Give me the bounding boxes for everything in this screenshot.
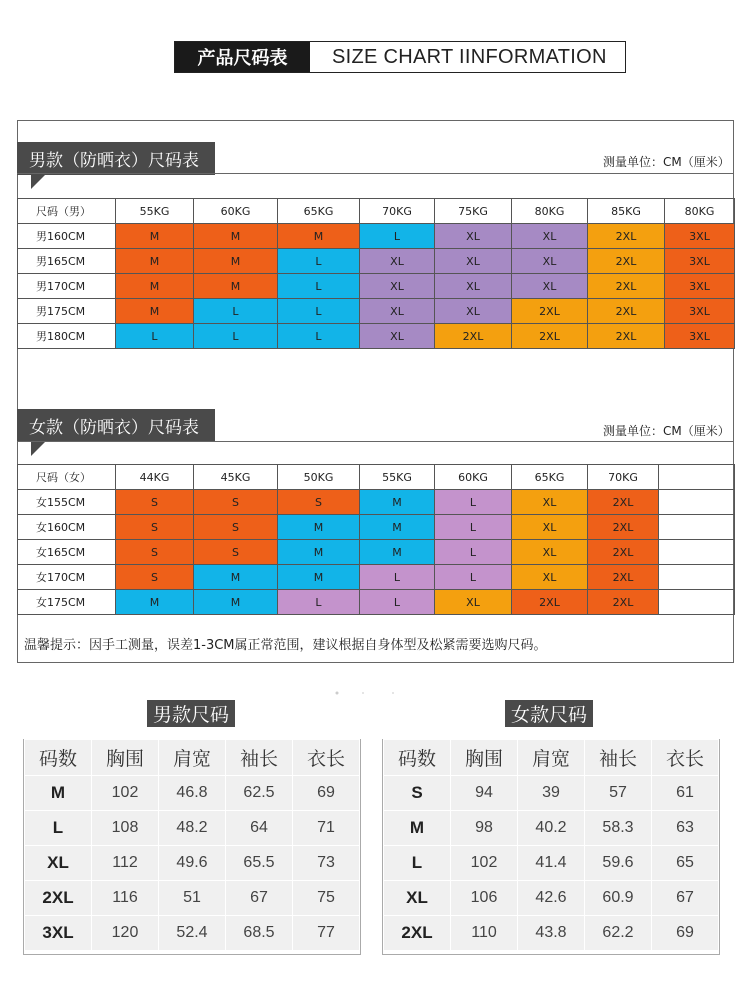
size-code: 2XL [384,916,451,951]
size-cell: XL [512,249,588,274]
size-cell: M [194,274,278,299]
women-title-line [17,441,734,442]
measurement-value: 41.4 [518,846,585,881]
size-cell: 3XL [665,299,735,324]
height-label: 女155CM [18,490,116,515]
size-cell: M [194,224,278,249]
size-cell: S [116,490,194,515]
height-label: 男160CM [18,224,116,249]
size-cell: 2XL [588,224,665,249]
height-label: 男165CM [18,249,116,274]
measurement-value: 49.6 [159,846,226,881]
grid-row [18,540,735,565]
height-label: 女175CM [18,590,116,615]
size-cell: M [116,299,194,324]
size-cell: M [360,515,435,540]
size-table-header: 码数 [25,740,92,776]
women-size-grid [17,464,735,615]
size-cell: S [116,540,194,565]
size-cell: 2XL [588,590,659,615]
measurement-value: 98 [451,811,518,846]
table-row [25,846,360,881]
size-code: L [25,811,92,846]
size-cell: L [360,590,435,615]
size-cell: 2XL [512,324,588,349]
measurement-value: 63 [652,811,719,846]
measurement-value: 51 [159,881,226,916]
weight-header: 55KG [360,465,435,490]
weight-header: 45KG [194,465,278,490]
measurement-value: 62.5 [226,776,293,811]
size-table-header: 胸围 [451,740,518,776]
weight-header: 80KG [512,199,588,224]
size-table-header: 袖长 [585,740,652,776]
measurement-value: 116 [92,881,159,916]
measurement-value: 94 [451,776,518,811]
empty-cell [659,565,735,590]
size-cell: 2XL [588,540,659,565]
weight-header: 65KG [278,199,360,224]
size-cell: M [278,515,360,540]
size-cell: M [194,249,278,274]
grid-row [18,490,735,515]
weight-header: 85KG [588,199,665,224]
grid-row [18,590,735,615]
measurement-value: 57 [585,776,652,811]
women-title-notch [31,442,45,456]
measurement-value: 108 [92,811,159,846]
measurement-value: 110 [451,916,518,951]
size-cell: L [360,565,435,590]
measurement-value: 71 [293,811,360,846]
size-table-header: 衣长 [293,740,360,776]
empty-cell [659,540,735,565]
measurement-value: 43.8 [518,916,585,951]
measurement-value: 39 [518,776,585,811]
measurement-value: 67 [226,881,293,916]
size-cell: S [194,490,278,515]
size-cell: L [194,299,278,324]
men-size-grid [17,198,735,349]
women-unit-label: 测量单位：CM（厘米） [603,424,730,438]
size-cell: XL [512,515,588,540]
height-label: 男180CM [18,324,116,349]
men-sizes-title: 男款尺码 [147,700,235,727]
size-code: 2XL [25,881,92,916]
grid-row [18,299,735,324]
weight-header: 70KG [360,199,435,224]
measurement-value: 112 [92,846,159,881]
measurement-value: 46.8 [159,776,226,811]
size-cell: M [194,565,278,590]
table-row [25,811,360,846]
size-table-header: 衣长 [652,740,719,776]
women-sizes-table [383,739,719,951]
size-cell: S [194,540,278,565]
measurement-value: 73 [293,846,360,881]
weight-header: 80KG [665,199,735,224]
size-code: M [384,811,451,846]
size-code: 3XL [25,916,92,951]
size-cell: 2XL [512,299,588,324]
size-table-header: 肩宽 [518,740,585,776]
women-sizes-title: 女款尺码 [505,700,593,727]
size-cell: M [278,540,360,565]
measurement-value: 102 [92,776,159,811]
table-row [384,881,719,916]
grid-row [18,324,735,349]
empty-cell [659,490,735,515]
height-label: 男175CM [18,299,116,324]
weight-header: 55KG [116,199,194,224]
size-cell: M [194,590,278,615]
size-cell: S [116,565,194,590]
decorative-dots [333,690,403,696]
size-cell: XL [435,299,512,324]
grid-row [18,515,735,540]
size-cell: S [278,490,360,515]
men-sizes-table [24,739,360,951]
weight-header: 65KG [512,465,588,490]
size-cell: XL [512,540,588,565]
measurement-value: 69 [652,916,719,951]
grid-row [18,565,735,590]
size-cell: M [360,540,435,565]
weight-header: 60KG [194,199,278,224]
measurement-value: 65.5 [226,846,293,881]
measurement-value: 67 [652,881,719,916]
size-cell: 2XL [588,515,659,540]
men-section-title: 男款（防晒衣）尺码表 [17,142,215,175]
height-label: 男170CM [18,274,116,299]
weight-header: 75KG [435,199,512,224]
grid-row [18,249,735,274]
measurement-value: 61 [652,776,719,811]
weight-header: 50KG [278,465,360,490]
size-code: XL [384,881,451,916]
size-table-header: 袖长 [226,740,293,776]
size-cell: M [116,274,194,299]
measurement-value: 42.6 [518,881,585,916]
size-cell: M [116,224,194,249]
size-cell: L [278,249,360,274]
size-cell: XL [512,274,588,299]
size-code: S [384,776,451,811]
size-cell: 2XL [588,249,665,274]
size-cell: M [116,590,194,615]
men-unit-label: 测量单位：CM（厘米） [603,155,730,169]
size-cell: XL [360,249,435,274]
size-cell: 2XL [588,565,659,590]
size-cell: L [435,490,512,515]
empty-cell [659,590,735,615]
header-title-en: SIZE CHART IINFORMATION [332,45,607,68]
size-cell: 3XL [665,274,735,299]
women-section-title: 女款（防晒衣）尺码表 [17,409,215,442]
size-cell: 2XL [588,274,665,299]
page-header [174,41,626,73]
grid-corner-label: 尺码（女） [18,465,116,490]
height-label: 女165CM [18,540,116,565]
size-cell: M [278,565,360,590]
size-cell: L [116,324,194,349]
size-cell: XL [512,224,588,249]
size-cell: M [360,490,435,515]
measurement-note: 温馨提示：因手工测量，误差1-3CM属正常范围，建议根据自身体型及松紧需要选购尺码。 [24,638,547,653]
size-cell: M [116,249,194,274]
size-cell: 3XL [665,249,735,274]
size-cell: XL [360,274,435,299]
measurement-value: 120 [92,916,159,951]
size-cell: L [278,299,360,324]
measurement-value: 75 [293,881,360,916]
table-row [25,916,360,951]
weight-header: 44KG [116,465,194,490]
size-cell: XL [435,224,512,249]
size-cell: M [278,224,360,249]
size-cell: L [435,565,512,590]
size-table-header: 肩宽 [159,740,226,776]
size-cell: 2XL [588,324,665,349]
size-code: XL [25,846,92,881]
men-title-notch [31,175,45,189]
measurement-value: 59.6 [585,846,652,881]
header-title-zh: 产品尺码表 [175,42,310,72]
measurement-value: 106 [451,881,518,916]
table-row [384,846,719,881]
size-cell: 2XL [588,299,665,324]
table-row [384,916,719,951]
grid-row [18,224,735,249]
measurement-value: 65 [652,846,719,881]
table-row [384,811,719,846]
size-cell: 2XL [512,590,588,615]
size-cell: 2XL [588,490,659,515]
size-table-header: 胸围 [92,740,159,776]
measurement-value: 58.3 [585,811,652,846]
height-label: 女160CM [18,515,116,540]
size-cell: L [278,324,360,349]
measurement-value: 52.4 [159,916,226,951]
size-cell: XL [512,565,588,590]
men-title-line [17,173,734,174]
measurement-value: 48.2 [159,811,226,846]
measurement-value: 68.5 [226,916,293,951]
size-cell: 3XL [665,324,735,349]
empty-header [659,465,735,490]
size-cell: XL [435,249,512,274]
grid-row [18,274,735,299]
measurement-value: 77 [293,916,360,951]
size-cell: L [194,324,278,349]
measurement-value: 69 [293,776,360,811]
table-row [25,776,360,811]
size-cell: XL [512,490,588,515]
size-cell: L [435,515,512,540]
weight-header: 70KG [588,465,659,490]
size-code: L [384,846,451,881]
size-cell: S [194,515,278,540]
size-cell: XL [435,590,512,615]
size-code: M [25,776,92,811]
measurement-value: 102 [451,846,518,881]
table-row [25,881,360,916]
size-cell: L [278,590,360,615]
measurement-value: 40.2 [518,811,585,846]
size-cell: XL [360,299,435,324]
size-cell: XL [360,324,435,349]
size-cell: L [278,274,360,299]
size-cell: L [435,540,512,565]
table-row [384,776,719,811]
weight-header: 60KG [435,465,512,490]
size-cell: 3XL [665,224,735,249]
measurement-value: 60.9 [585,881,652,916]
measurement-value: 64 [226,811,293,846]
size-table-header: 码数 [384,740,451,776]
grid-corner-label: 尺码（男） [18,199,116,224]
size-cell: 2XL [435,324,512,349]
height-label: 女170CM [18,565,116,590]
size-cell: L [360,224,435,249]
size-cell: XL [435,274,512,299]
measurement-value: 62.2 [585,916,652,951]
size-cell: S [116,515,194,540]
empty-cell [659,515,735,540]
